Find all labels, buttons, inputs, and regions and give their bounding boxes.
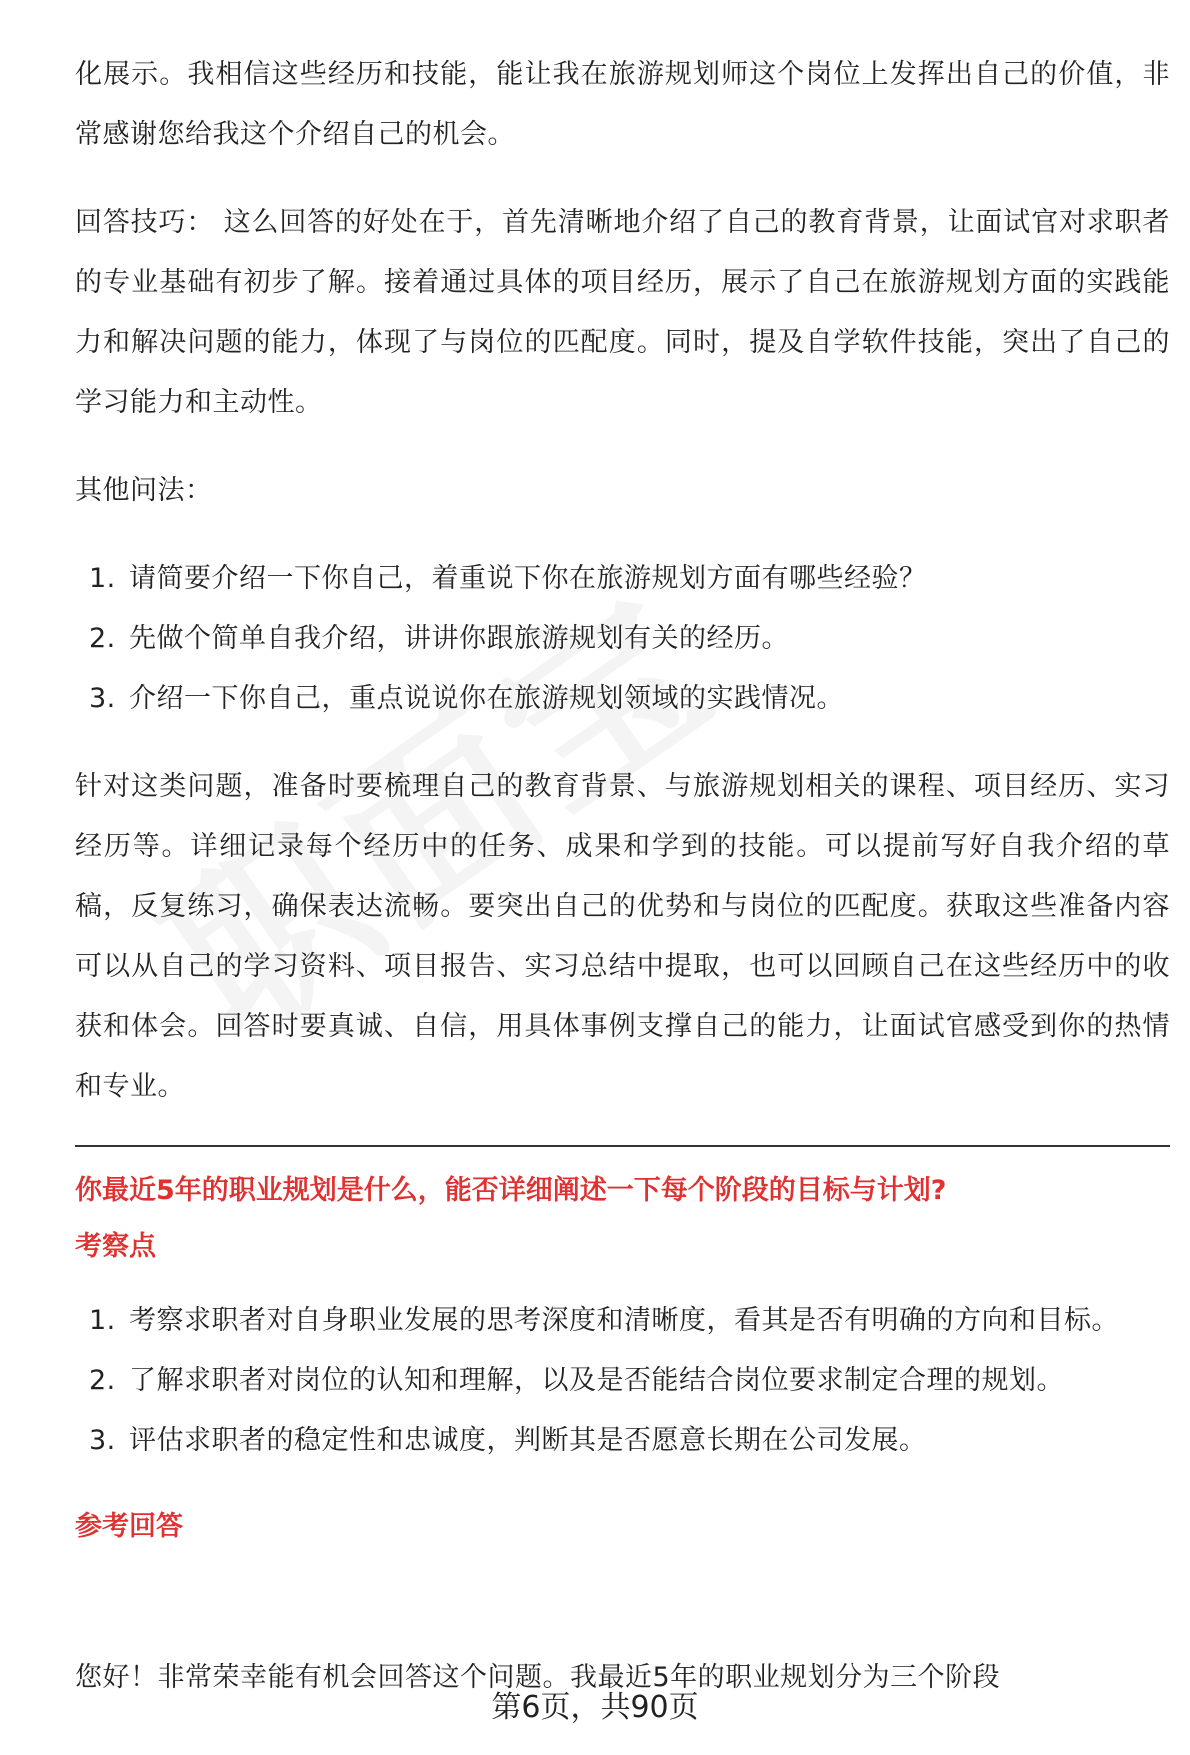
page-content <box>75 45 1170 1571</box>
prep-paragraph: 针对这类问题，准备时要梳理自己的教育背景、与旅游规划相关的课程、项目经历、实习经历等。详细记录每个经历中的任务、成果和学到的技能。可以提前写好自我介绍的草稿，反复练习，确保表达流畅。要突出自己的优势和与岗位的匹配度。获取这些准备内容可以从自己的学习资料、项目报告、实习总结中提取，也可以回顾自己在这些经历中的收获和体会。回答时要真诚、自信，用具体事例支撑自己的能力，让面试官感受到你的热情和专业。 <box>75 771 1170 1102</box>
list-item: 2. 了解求职者对岗位的认知和理解，以及是否能结合岗位要求制定合理的规划。 <box>89 1365 1064 1396</box>
question-title: 你最近5年的职业规划是什么，能否详细阐述一下每个阶段的目标与计划? <box>75 1175 947 1206</box>
list-item: 3. 评估求职者的稳定性和忠诚度，判断其是否愿意长期在公司发展。 <box>89 1425 927 1456</box>
other-questions-list <box>75 549 1170 729</box>
focus-list <box>75 1291 1170 1471</box>
list-item: 2. 先做个简单自我介绍，讲讲你跟旅游规划有关的经历。 <box>89 623 789 654</box>
page-number: 第6页，共90页 <box>491 1690 699 1725</box>
list-item: 1. 请简要介绍一下你自己，着重说下你在旅游规划方面有哪些经验？ <box>89 563 927 594</box>
section-divider <box>75 1145 1170 1147</box>
other-questions-label: 其他问法： <box>75 475 213 506</box>
list-item: 1. 考察求职者对自身职业发展的思考深度和清晰度，看其是否有明确的方向和目标。 <box>89 1305 1119 1336</box>
answer-start-text: 您好！非常荣幸能有机会回答这个问题。我最近5年的职业规划分为三个阶段 <box>75 1662 1001 1692</box>
intro-paragraph: 化展示。我相信这些经历和技能，能让我在旅游规划师这个岗位上发挥出自己的价值，非常感谢您给我这个介绍自己的机会。 <box>75 59 1170 150</box>
list-item: 3. 介绍一下你自己，重点说说你在旅游规划领域的实践情况。 <box>89 683 844 714</box>
answer-label: 参考回答 <box>75 1511 183 1542</box>
focus-label: 考察点 <box>75 1231 156 1262</box>
tips-paragraph: 回答技巧： 这么回答的好处在于，首先清晰地介绍了自己的教育背景，让面试官对求职者的专业基础有初步了解。接着通过具体的项目经历，展示了自己在旅游规划方面的实践能力和解决问题的能力，体现了与岗位的匹配度。同时，提及自学软件技能，突出了自己的学习能力和主动性。 <box>75 207 1170 418</box>
